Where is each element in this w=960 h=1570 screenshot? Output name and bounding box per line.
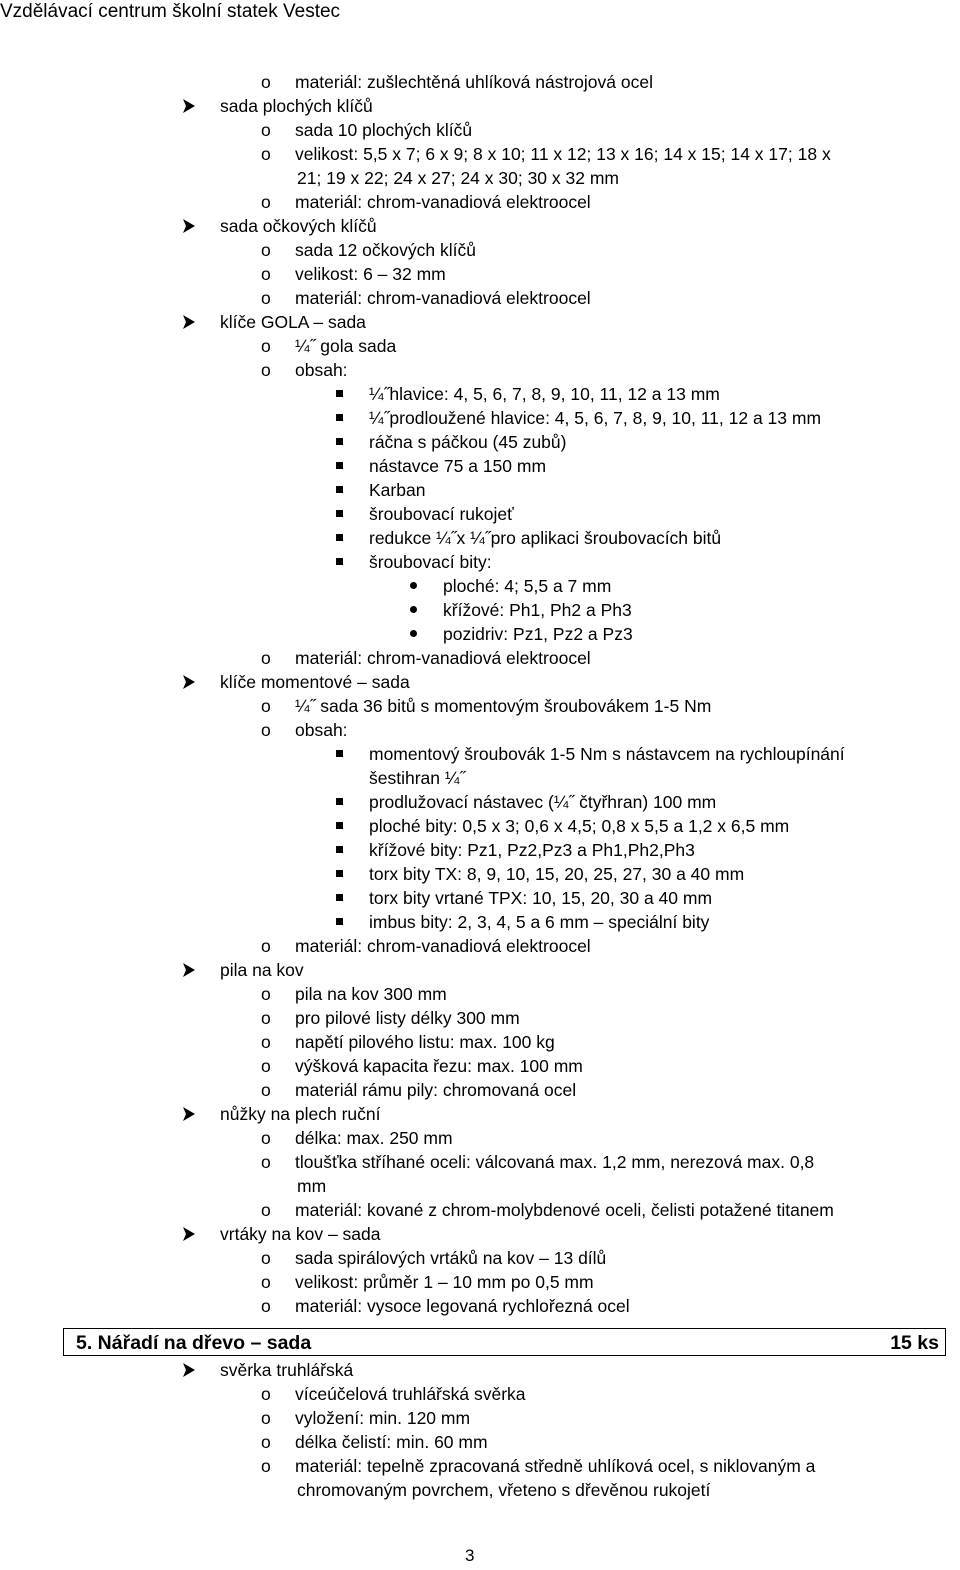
list-item-level-2 — [0, 1030, 960, 1054]
list-item-text: materiál: tepelně zpracovaná středně uhlíková ocel, s niklovaným a — [295, 1456, 816, 1476]
list-item-level-2 — [0, 286, 960, 310]
list-item-level-2 — [0, 1078, 960, 1102]
list-item-text: obsah: — [295, 720, 348, 740]
list-item-level-3 — [0, 814, 960, 838]
list-item-text: šestihran ¼˝ — [369, 768, 466, 788]
arrow-bullet — [181, 1222, 197, 1246]
list-item-text: vyložení: min. 120 mm — [295, 1408, 471, 1428]
arrow-bullet — [181, 214, 197, 238]
circle-bullet: o — [261, 192, 271, 212]
list-item-text: napětí pilového listu: max. 100 kg — [295, 1032, 555, 1052]
list-item-text: vrtáky na kov – sada — [220, 1224, 381, 1244]
list-item-level-3 — [0, 910, 960, 934]
list-item-level-1 — [0, 214, 960, 238]
list-item-text: výšková kapacita řezu: max. 100 mm — [295, 1056, 583, 1076]
list-item-level-3 — [0, 454, 960, 478]
document-body — [0, 70, 960, 1502]
list-item-level-1 — [0, 310, 960, 334]
list-item-level-2 — [0, 70, 960, 94]
square-bullet-icon — [336, 822, 343, 829]
section-heading — [63, 1328, 946, 1356]
page-header — [0, 0, 440, 26]
list-item-text: materiál: zušlechtěná uhlíková nástrojová ocel — [295, 72, 653, 92]
list-item-level-4 — [0, 622, 960, 646]
list-item-text: délka čelistí: min. 60 mm — [295, 1432, 488, 1452]
arrow-bullet-icon — [181, 670, 197, 694]
circle-bullet: o — [261, 1032, 271, 1052]
circle-bullet: o — [261, 264, 271, 284]
circle-bullet: o — [261, 360, 271, 380]
list-item-text: materiál: chrom-vanadiová elektroocel — [295, 288, 591, 308]
square-bullet-icon — [336, 846, 343, 853]
woodworking-list — [0, 1358, 960, 1502]
list-item-level-2 — [0, 718, 960, 742]
circle-bullet: o — [261, 1296, 271, 1316]
list-item-text: imbus bity: 2, 3, 4, 5 a 6 mm – speciální bity — [369, 912, 710, 932]
list-item-level-3 — [0, 790, 960, 814]
list-item-level-2 — [0, 190, 960, 214]
arrow-bullet — [181, 958, 197, 982]
list-item-text: torx bity vrtané TPX: 10, 15, 20, 30 a 40 mm — [369, 888, 713, 908]
header-title: Vzdělávací centrum školní statek Vestec — [0, 1, 341, 22]
list-item-text: pozidriv: Pz1, Pz2 a Pz3 — [443, 624, 633, 644]
circle-bullet: o — [261, 1008, 271, 1028]
list-item-level-2 — [0, 646, 960, 670]
square-bullet-icon — [336, 870, 343, 877]
list-item-level-2 — [0, 1430, 960, 1454]
circle-bullet: o — [261, 1456, 271, 1476]
list-item-text: nástavce 75 a 150 mm — [369, 456, 547, 476]
list-item-text: křížové bity: Pz1, Pz2,Pz3 a Ph1,Ph2,Ph3 — [369, 840, 695, 860]
list-item-level-1 — [0, 958, 960, 982]
list-item-level-3 — [0, 502, 960, 526]
list-item-text: chromovaným povrchem, vřeteno s dřevěnou rukojetí — [297, 1480, 711, 1500]
list-item-level-3 — [0, 742, 960, 766]
circle-bullet: o — [261, 720, 271, 740]
list-item-text: velikost: 5,5 x 7; 6 x 9; 8 x 10; 11 x 12; 13 x 16; 14 x 15; 14 x 17; 18 x — [295, 144, 831, 164]
list-item-text: materiál: chrom-vanadiová elektroocel — [295, 648, 591, 668]
list-item-text: křížové: Ph1, Ph2 a Ph3 — [443, 600, 632, 620]
list-item-text: velikost: průměr 1 – 10 mm po 0,5 mm — [295, 1272, 594, 1292]
list-item-level-2 — [0, 1246, 960, 1270]
arrow-bullet-icon — [181, 1222, 197, 1246]
list-item-level-1 — [0, 1358, 960, 1382]
list-item-text: ploché: 4; 5,5 a 7 mm — [443, 576, 612, 596]
list-item-text: materiál rámu pily: chromovaná ocel — [295, 1080, 577, 1100]
arrow-bullet-icon — [181, 1358, 197, 1382]
section-quantity: 15 ks — [890, 1332, 939, 1354]
list-item-text: tloušťka stříhané oceli: válcovaná max. 1,2 mm, nerezová max. 0,8 — [295, 1152, 815, 1172]
list-item-text: sada plochých klíčů — [220, 96, 373, 116]
list-item-text: klíče GOLA – sada — [220, 312, 366, 332]
list-item-level-2 — [0, 1382, 960, 1406]
list-item-level-3 — [0, 430, 960, 454]
list-item-text: 21; 19 x 22; 24 x 27; 24 x 30; 30 x 32 mm — [297, 168, 619, 188]
list-item-level-4 — [0, 574, 960, 598]
list-item-text: sada očkových klíčů — [220, 216, 377, 236]
list-item-text: mm — [297, 1176, 327, 1196]
arrow-bullet-icon — [181, 1102, 197, 1126]
list-item-text: ¼˝ gola sada — [295, 336, 397, 356]
list-item-text: pila na kov — [220, 960, 304, 980]
circle-bullet: o — [261, 648, 271, 668]
square-bullet-icon — [336, 918, 343, 925]
list-item-text: redukce ¼˝x ¼˝pro aplikaci šroubovacích bitů — [369, 528, 722, 548]
list-item-level-2 — [0, 142, 960, 166]
list-item-text: obsah: — [295, 360, 348, 380]
square-bullet-icon — [336, 534, 343, 541]
page-number: 3 — [465, 1546, 475, 1565]
square-bullet-icon — [336, 390, 343, 397]
arrow-bullet-icon — [181, 214, 197, 238]
list-item-text: ¼˝prodloužené hlavice: 4, 5, 6, 7, 8, 9, 10, 11, 12 a 13 mm — [369, 408, 822, 428]
list-item-level-3 — [0, 838, 960, 862]
list-item-text: šroubovací rukojeť — [369, 504, 514, 524]
list-item-text: délka: max. 250 mm — [295, 1128, 453, 1148]
equipment-list — [0, 70, 960, 1318]
arrow-bullet — [181, 1102, 197, 1126]
list-item-continuation — [0, 1478, 960, 1502]
list-item-level-2 — [0, 118, 960, 142]
square-bullet-icon — [336, 750, 343, 757]
circle-bullet: o — [261, 72, 271, 92]
list-item-text: momentový šroubovák 1-5 Nm s nástavcem na rychloupínání — [369, 744, 845, 764]
list-item-level-2 — [0, 1006, 960, 1030]
list-item-level-3 — [0, 478, 960, 502]
list-item-text: ráčna s páčkou (45 zubů) — [369, 432, 567, 452]
list-item-text: svěrka truhlářská — [220, 1360, 354, 1380]
dot-bullet-icon — [410, 582, 417, 589]
list-item-text: nůžky na plech ruční — [220, 1104, 381, 1124]
list-item-text: sada 10 plochých klíčů — [295, 120, 473, 140]
list-item-level-2 — [0, 1054, 960, 1078]
list-item-text: ploché bity: 0,5 x 3; 0,6 x 4,5; 0,8 x 5,5 a 1,2 x 6,5 mm — [369, 816, 790, 836]
list-item-level-3 — [0, 886, 960, 910]
list-item-text: Karban — [369, 480, 426, 500]
list-item-level-2 — [0, 1198, 960, 1222]
list-item-level-3 — [0, 382, 960, 406]
list-item-text: pila na kov 300 mm — [295, 984, 447, 1004]
list-item-level-1 — [0, 1102, 960, 1126]
arrow-bullet — [181, 94, 197, 118]
dot-bullet-icon — [410, 630, 417, 637]
list-item-text: šroubovací bity: — [369, 552, 492, 572]
list-item-text: ¼˝ sada 36 bitů s momentovým šroubovákem 1-5 Nm — [295, 696, 712, 716]
arrow-bullet — [181, 670, 197, 694]
list-item-level-3 — [0, 406, 960, 430]
list-item-text: velikost: 6 – 32 mm — [295, 264, 446, 284]
list-item-text: materiál: chrom-vanadiová elektroocel — [295, 192, 591, 212]
list-item-level-2 — [0, 334, 960, 358]
dot-bullet-icon — [410, 606, 417, 613]
arrow-bullet-icon — [181, 94, 197, 118]
list-item-level-2 — [0, 934, 960, 958]
list-item-continuation — [0, 1174, 960, 1198]
list-item-text: sada spirálových vrtáků na kov – 13 dílů — [295, 1248, 607, 1268]
circle-bullet: o — [261, 1152, 271, 1172]
square-bullet-icon — [336, 894, 343, 901]
list-item-level-3 — [0, 550, 960, 574]
list-item-level-3 — [0, 862, 960, 886]
arrow-bullet — [181, 1358, 197, 1382]
arrow-bullet-icon — [181, 958, 197, 982]
list-item-level-2 — [0, 358, 960, 382]
list-item-text: materiál: chrom-vanadiová elektroocel — [295, 936, 591, 956]
square-bullet-icon — [336, 486, 343, 493]
section-title: 5. Nářadí na dřevo – sada — [76, 1332, 312, 1354]
circle-bullet: o — [261, 1248, 271, 1268]
arrow-bullet-icon — [181, 310, 197, 334]
list-item-continuation — [0, 166, 960, 190]
circle-bullet: o — [261, 696, 271, 716]
list-item-level-2 — [0, 1406, 960, 1430]
square-bullet-icon — [336, 462, 343, 469]
list-item-level-2 — [0, 694, 960, 718]
circle-bullet: o — [261, 288, 271, 308]
circle-bullet: o — [261, 936, 271, 956]
list-item-level-4 — [0, 598, 960, 622]
list-item-level-2 — [0, 1270, 960, 1294]
list-item-text: ¼˝hlavice: 4, 5, 6, 7, 8, 9, 10, 11, 12 a 13 mm — [369, 384, 720, 404]
list-item-level-1 — [0, 94, 960, 118]
list-item-text: pro pilové listy délky 300 mm — [295, 1008, 520, 1028]
square-bullet-icon — [336, 438, 343, 445]
square-bullet-icon — [336, 558, 343, 565]
square-bullet-icon — [336, 414, 343, 421]
circle-bullet: o — [261, 1272, 271, 1292]
list-item-level-2 — [0, 982, 960, 1006]
list-item-text: torx bity TX: 8, 9, 10, 15, 20, 25, 27, 30 a 40 mm — [369, 864, 745, 884]
square-bullet-icon — [336, 798, 343, 805]
circle-bullet: o — [261, 1408, 271, 1428]
list-item-level-2 — [0, 1294, 960, 1318]
arrow-bullet — [181, 310, 197, 334]
circle-bullet: o — [261, 1200, 271, 1220]
list-item-level-2 — [0, 262, 960, 286]
list-item-level-2 — [0, 1150, 960, 1174]
list-item-level-1 — [0, 670, 960, 694]
list-item-text: sada 12 očkových klíčů — [295, 240, 476, 260]
list-item-text: materiál: kované z chrom-molybdenové oceli, čelisti potažené titanem — [295, 1200, 834, 1220]
list-item-text: víceúčelová truhlářská svěrka — [295, 1384, 526, 1404]
list-item-level-2 — [0, 1454, 960, 1478]
circle-bullet: o — [261, 144, 271, 164]
circle-bullet: o — [261, 240, 271, 260]
circle-bullet: o — [261, 1384, 271, 1404]
list-item-level-3 — [0, 526, 960, 550]
square-bullet-icon — [336, 510, 343, 517]
list-item-level-2 — [0, 238, 960, 262]
circle-bullet: o — [261, 1432, 271, 1452]
list-item-level-2 — [0, 1126, 960, 1150]
list-item-text: materiál: vysoce legovaná rychlořezná ocel — [295, 1296, 630, 1316]
circle-bullet: o — [261, 1056, 271, 1076]
circle-bullet: o — [261, 1080, 271, 1100]
circle-bullet: o — [261, 336, 271, 356]
circle-bullet: o — [261, 1128, 271, 1148]
circle-bullet: o — [261, 984, 271, 1004]
list-item-text: klíče momentové – sada — [220, 672, 410, 692]
list-item-level-1 — [0, 1222, 960, 1246]
list-item-text: prodlužovací nástavec (¼˝ čtyřhran) 100 mm — [369, 792, 717, 812]
circle-bullet: o — [261, 120, 271, 140]
list-item-continuation — [0, 766, 960, 790]
